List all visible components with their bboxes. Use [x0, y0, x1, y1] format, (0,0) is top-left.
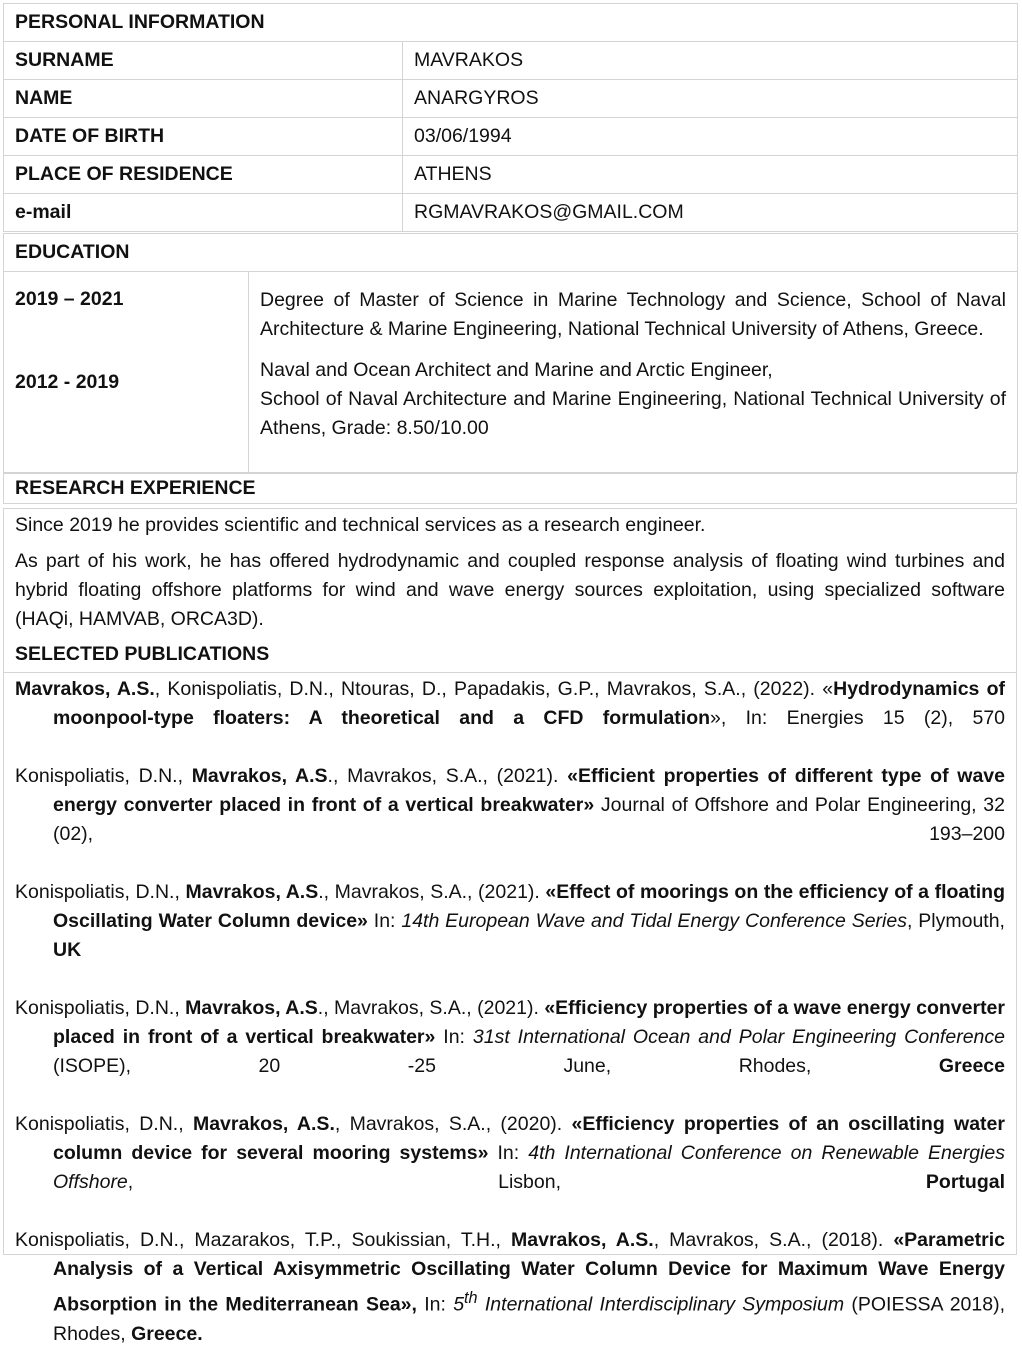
education-years-1: 2019 – 2021	[15, 288, 124, 310]
surname-label: SURNAME	[4, 42, 403, 80]
education-text-cell	[249, 272, 1018, 473]
pub-authors: , Konispoliatis, D.N., Ntouras, D., Papadakis, G.P., Mavrakos, S.A., (2022). «	[154, 678, 834, 700]
research-paragraph-1: Since 2019 he provides scientific and technical services as a research engineer.	[15, 514, 706, 536]
pub-venue: 5	[453, 1293, 465, 1316]
publications-list	[15, 675, 1005, 1349]
pub-venue: », In: Energies 15 (2), 570	[710, 707, 1006, 729]
pub-venue: 4th International Conference on Renewable Energies Offshore	[53, 1142, 1005, 1193]
education-text-2-line2: School of Naval Architecture and Marine Engineering, National Technical University of Athens, Grade: 8.50/10.00	[260, 388, 1006, 439]
pub-venue: 14th European Wave and Tidal Energy Conference Series	[401, 910, 907, 932]
place-of-residence-label: PLACE OF RESIDENCE	[4, 156, 403, 194]
education-table	[3, 233, 1018, 473]
email-value: RGMAVRAKOS@GMAIL.COM	[403, 194, 1018, 232]
email-row	[4, 194, 1018, 232]
personal-information-header: PERSONAL INFORMATION	[4, 4, 1018, 42]
name-row	[4, 80, 1018, 118]
pub-author-highlight: Mavrakos, A.S	[185, 997, 318, 1019]
personal-information-table	[3, 3, 1018, 232]
education-years-2: 2012 - 2019	[15, 371, 120, 393]
pub-authors: ., Mavrakos, S.A., (2021).	[327, 765, 568, 787]
pub-author-highlight: Mavrakos, A.S	[191, 765, 328, 787]
pub-venue-superscript: th	[464, 1289, 478, 1307]
pub-in: In:	[367, 910, 402, 932]
research-and-publications-box	[3, 508, 1017, 1345]
education-text-1: Degree of Master of Science in Marine Technology and Science, School of Naval Architecture & Marine Engineering, National Technical University of Athens, Greece.	[260, 289, 1006, 340]
publications-header-text: SELECTED PUBLICATIONS	[15, 643, 270, 665]
pub-venue: International Interdisciplinary Symposium	[477, 1293, 845, 1316]
pub-location: , Lisbon,	[127, 1171, 926, 1193]
pub-title: «Efficiency properties of a wave energy converter placed in front of a vertical breakwater»	[53, 997, 1005, 1048]
research-experience-header: RESEARCH EXPERIENCE	[4, 474, 1017, 504]
education-text-2-line1: Naval and Ocean Architect and Marine and Arctic Engineer,	[260, 359, 773, 381]
publication-item	[15, 675, 1005, 762]
email-label: e-mail	[4, 194, 403, 232]
pub-country: UK	[53, 939, 82, 961]
pub-authors: Konispoliatis, D.N.,	[15, 1113, 193, 1135]
pub-venue: Journal of Offshore and Polar Engineering, 32 (02), 193–200	[53, 794, 1005, 845]
pub-in: In:	[435, 1026, 473, 1048]
pub-title: «Efficient properties of different type of wave energy converter placed in front of a vertical breakwater»	[53, 765, 1005, 816]
pub-country: Portugal	[925, 1171, 1005, 1193]
date-of-birth-label: DATE OF BIRTH	[4, 118, 403, 156]
surname-row	[4, 42, 1018, 80]
pub-venue: 31st International Ocean and Polar Engineering Conference	[472, 1026, 1005, 1048]
pub-authors: Konispoliatis, D.N., Mazarakos, T.P., Soukissian, T.H.,	[15, 1229, 512, 1251]
pub-country: Greece.	[131, 1322, 203, 1345]
pub-authors: Konispoliatis, D.N.,	[15, 765, 192, 787]
date-of-birth-row	[4, 118, 1018, 156]
date-of-birth-value: 03/06/1994	[403, 118, 1018, 156]
pub-in: In:	[416, 1293, 454, 1316]
research-header-table	[3, 473, 1017, 504]
pub-authors: ., Mavrakos, S.A., (2021).	[318, 881, 546, 903]
pub-authors: Konispoliatis, D.N.,	[15, 997, 186, 1019]
publication-item	[15, 1110, 1005, 1226]
pub-author-highlight: Mavrakos, A.S.	[15, 678, 155, 700]
pub-authors: , Mavrakos, S.A., (2018).	[653, 1229, 894, 1251]
pub-authors: ., Mavrakos, S.A., (2021).	[317, 997, 545, 1019]
place-of-residence-row	[4, 156, 1018, 194]
pub-location: (ISOPE), 20 -25 June, Rhodes,	[53, 1055, 939, 1077]
surname-value: MAVRAKOS	[403, 42, 1018, 80]
publication-item	[15, 762, 1005, 878]
pub-authors: , Mavrakos, S.A., (2020).	[334, 1113, 572, 1135]
pub-location: (POIESSA 2018), Rhodes,	[53, 1293, 1005, 1345]
pub-title: «Effect of moorings on the efficiency of a floating Oscillating Water Column device»	[53, 881, 1006, 932]
pub-author-highlight: Mavrakos, A.S	[185, 881, 319, 903]
publication-item	[15, 994, 1005, 1110]
pub-author-highlight: Mavrakos, A.S.	[511, 1229, 654, 1251]
publication-item	[15, 1226, 1005, 1349]
cv-page	[3, 3, 1017, 1345]
pub-country: Greece	[938, 1055, 1005, 1077]
pub-in: In:	[488, 1142, 529, 1164]
name-value: ANARGYROS	[403, 80, 1018, 118]
pub-authors: Konispoliatis, D.N.,	[15, 881, 186, 903]
pub-title: «Efficiency properties of an oscillating water column device for several mooring systems»	[53, 1113, 1005, 1164]
pub-author-highlight: Mavrakos, A.S.	[192, 1113, 335, 1135]
education-entries	[4, 272, 1018, 473]
place-of-residence-value: ATHENS	[403, 156, 1018, 194]
publications-header	[4, 640, 1016, 673]
pub-title: Hydrodynamics of moonpool-type floaters: A theoretical and a CFD formulation	[53, 678, 1005, 729]
pub-location: , Plymouth,	[906, 910, 1005, 932]
education-years-cell	[4, 272, 249, 473]
publication-item	[15, 878, 1005, 994]
name-label: NAME	[4, 80, 403, 118]
research-paragraph-2: As part of his work, he has offered hydrodynamic and coupled response analysis of floating wind turbines and hybrid floating offshore platforms for wind and wave energy sources exploitation, using specialized software (HAQi, HAMVAB, ORCA3D).	[15, 550, 1005, 630]
pub-title: «Parametric Analysis of a Vertical Axisymmetric Oscillating Water Column Device for Maximum Wave Energy Absorption in the Mediterranean Sea»,	[53, 1229, 1005, 1316]
education-header: EDUCATION	[4, 234, 1018, 272]
